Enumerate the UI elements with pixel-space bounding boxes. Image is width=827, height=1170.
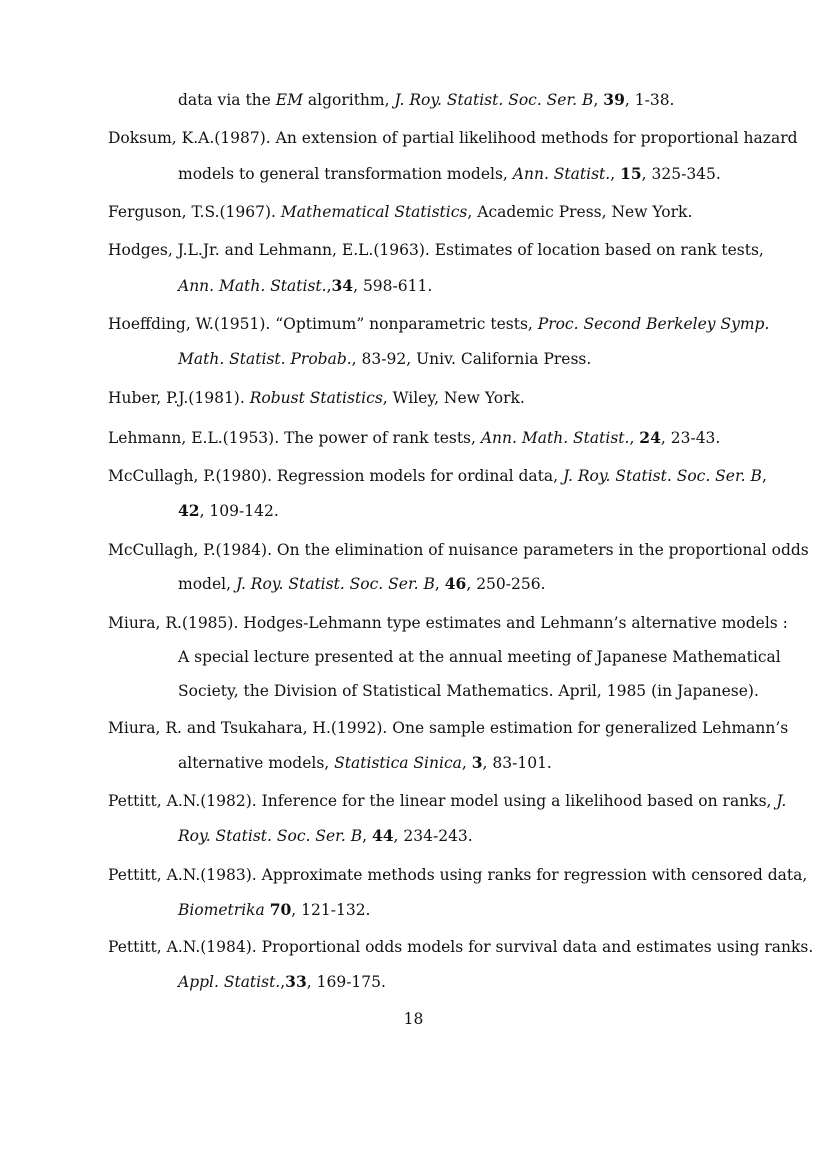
- reference-line: [108, 937, 814, 957]
- italic-text: Ann. Math. Statist.: [178, 277, 327, 295]
- text-run: algorithm,: [302, 91, 395, 109]
- italic-text: Math. Statist. Probab.: [178, 350, 352, 368]
- italic-text: Roy. Statist. Soc. Ser. B: [178, 827, 363, 845]
- reference-line: [108, 466, 767, 486]
- text-run: ,: [280, 973, 286, 991]
- bold-text: 42: [178, 501, 200, 520]
- reference-line: [178, 681, 759, 701]
- reference-line: [178, 972, 386, 992]
- reference-line: [108, 718, 789, 738]
- text-run: , 1-38.: [624, 91, 675, 109]
- text-run: Hodges, J.L.Jr. and Lehmann, E.L.(1963). Estimates of location based on rank tests,: [108, 241, 764, 259]
- text-run: Pettitt, A.N.(1982). Inference for the linear model using a likelihood based on ranks,: [108, 792, 777, 810]
- text-run: , Wiley, New York.: [382, 389, 525, 407]
- bold-text: 44: [371, 826, 394, 845]
- text-run: Ferguson, T.S.(1967).: [108, 203, 281, 221]
- text-run: Society, the Division of Statistical Mathematics. April, 1985 (in Japanese).: [178, 682, 759, 700]
- italic-text: Appl. Statist.: [178, 973, 281, 991]
- text-run: Huber, P.J.(1981).: [108, 389, 250, 407]
- reference-line: [178, 349, 591, 369]
- italic-text: J. Roy. Statist. Soc. Ser. B: [562, 467, 762, 485]
- italic-text: Proc. Second Berkeley Symp.: [537, 315, 770, 333]
- reference-line: [108, 128, 798, 148]
- italic-text: J. Roy. Statist. Soc. Ser. B: [235, 575, 435, 593]
- bold-text: 33: [285, 972, 307, 991]
- text-run: , 83-92, Univ. California Press.: [351, 350, 592, 368]
- italic-text: J.: [776, 792, 787, 810]
- reference-line: [178, 164, 721, 184]
- bold-text: 3: [471, 753, 483, 772]
- reference-line: [178, 900, 371, 920]
- text-run: ,: [629, 429, 640, 447]
- reference-line: [178, 647, 781, 667]
- bold-text: 15: [620, 164, 642, 183]
- italic-text: J. Roy. Statist. Soc. Ser. B: [394, 91, 594, 109]
- reference-line: [178, 826, 473, 846]
- text-run: Hoeffding, W.(1951). “Optimum” nonparametric tests,: [108, 315, 538, 333]
- text-run: Pettitt, A.N.(1983). Approximate methods using ranks for regression with censored data,: [108, 866, 808, 884]
- text-run: ,: [593, 91, 604, 109]
- text-run: ,: [610, 165, 621, 183]
- bold-text: 34: [331, 276, 354, 295]
- reference-line: [108, 540, 809, 560]
- reference-line: [108, 388, 525, 408]
- italic-text: EM: [275, 91, 303, 109]
- text-run: , Academic Press, New York.: [467, 203, 693, 221]
- bold-text: 70: [269, 900, 292, 919]
- text-run: , 325-345.: [641, 165, 721, 183]
- reference-line: [108, 314, 770, 334]
- italic-text: Ann. Math. Statist.: [480, 429, 630, 447]
- page-number: 18: [403, 1010, 424, 1028]
- reference-line: [178, 90, 674, 110]
- text-run: alternative models,: [178, 754, 335, 772]
- text-run: ,: [434, 575, 445, 593]
- text-run: , 169-175.: [306, 973, 386, 991]
- text-run: McCullagh, P.(1984). On the elimination of nuisance parameters in the proportional odds: [108, 541, 809, 559]
- reference-line: [108, 613, 788, 633]
- text-run: McCullagh, P.(1980). Regression models for ordinal data,: [108, 467, 563, 485]
- text-run: Miura, R. and Tsukahara, H.(1992). One sample estimation for generalized Lehmann’s: [108, 719, 789, 737]
- text-run: , 250-256.: [466, 575, 546, 593]
- reference-line: [178, 753, 552, 773]
- reference-line: [178, 501, 279, 521]
- bold-text: 46: [444, 574, 467, 593]
- text-run: ,: [326, 277, 332, 295]
- text-run: Doksum, K.A.(1987). An extension of partial likelihood methods for proportional hazard: [108, 129, 798, 147]
- reference-line: [178, 574, 546, 594]
- italic-text: Ann. Statist.: [512, 165, 611, 183]
- text-run: ,: [461, 754, 472, 772]
- text-run: , 598-611.: [353, 277, 433, 295]
- text-run: , 109-142.: [199, 502, 279, 520]
- bold-text: 39: [603, 90, 625, 109]
- text-run: ,: [362, 827, 372, 845]
- text-run: Pettitt, A.N.(1984). Proportional odds models for survival data and estimates using ranks.: [108, 938, 814, 956]
- reference-line: [178, 276, 432, 296]
- italic-text: Mathematical Statistics: [280, 203, 468, 221]
- italic-text: Biometrika: [178, 901, 265, 919]
- bold-text: 24: [639, 428, 661, 447]
- text-run: models to general transformation models,: [178, 165, 513, 183]
- text-run: Miura, R.(1985). Hodges-Lehmann type estimates and Lehmann’s alternative models :: [108, 614, 788, 632]
- text-run: Lehmann, E.L.(1953). The power of rank tests,: [108, 429, 481, 447]
- reference-line: [108, 240, 764, 260]
- text-run: , 23-43.: [660, 429, 721, 447]
- text-run: data via the: [178, 91, 276, 109]
- text-run: ,: [761, 467, 767, 485]
- text-run: A special lecture presented at the annual meeting of Japanese Mathematical: [178, 648, 781, 666]
- text-run: , 121-132.: [291, 901, 371, 919]
- italic-text: Statistica Sinica: [334, 754, 462, 772]
- reference-line: [108, 865, 808, 885]
- reference-line: [108, 202, 692, 222]
- text-run: , 83-101.: [482, 754, 552, 772]
- italic-text: Robust Statistics: [249, 389, 383, 407]
- text-run: model,: [178, 575, 236, 593]
- reference-line: [108, 791, 787, 811]
- text-run: , 234-243.: [393, 827, 473, 845]
- reference-line: [108, 428, 720, 448]
